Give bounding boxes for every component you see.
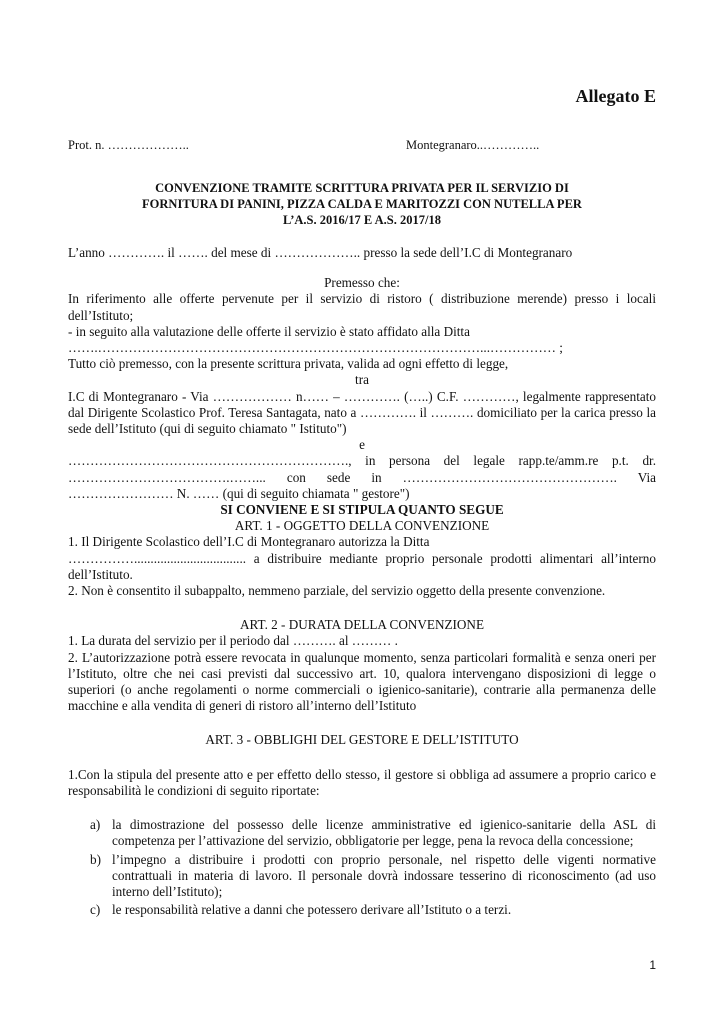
title-line-2: FORNITURA DI PANINI, PIZZA CALDA E MARITOZZI CON NUTELLA PER [142,197,582,211]
art2-heading: ART. 2 - DURATA DELLA CONVENZIONE [239,617,485,633]
list-item [68,902,656,918]
gestore-paragraph: ………………………………………………………., in persona del legale rapp.te/amm.re p.t. dr. ……………………………….……... con sede in …………………………………………. Via …………………… N. …… (qui di seguito chiamata " gestore") [68,453,656,501]
e-label: e [359,437,365,453]
si-conviene-heading: SI CONVIENE E SI STIPULA QUANTO SEGUE [220,502,504,518]
list-marker: a) [90,817,101,833]
art3-heading: ART. 3 - OBBLIGHI DEL GESTORE E DELL’ISTITUTO [205,732,519,748]
list-item-text: l’impegno a distribuire i prodotti con proprio personale, nel rispetto delle vigenti normative contrattuali in materia di lavoro. Il personale dovrà indossare tesserino di riconoscimento (ad uso interno dell’Istituto); [112,851,656,899]
list-item [68,817,656,849]
page-number: 1 [649,958,656,972]
list-item [68,852,656,901]
premessa-paragraph-4: Tutto ciò premesso, con la presente scrittura privata, valida ad ogni effetto di legge, [68,356,509,372]
premessa-paragraph-1: In riferimento alle offerte pervenute per il servizio di ristoro ( distribuzione merende) presso i locali dell’Istituto; [68,291,656,323]
title-line-1: CONVENZIONE TRAMITE SCRITTURA PRIVATA PER IL SERVIZIO DI [155,181,569,195]
premesso-heading: Premesso che: [324,275,400,291]
art1-paragraph-2: …………….................................. a distribuire mediante proprio personale prodotti alimentari all’interno dell’Istituto. [68,550,656,582]
list-item-text: la dimostrazione del possesso delle licenze amministrative ed igienico-sanitarie della ASL di competenza per l’attivazione del servizio, obbligatorie per legge, pena la revoca della concessione; [112,817,656,849]
art2-paragraph-2: 2. L’autorizzazione potrà essere revocata in qualunque momento, senza particolari formalità e senza oneri per l’Istituto, oltre che nei casi previsti dal successivo art. 10, qualora intervengano disposizioni di legge o superiori (o anche regolamenti o norme commerciali o igienico-sanitarie), contrarie alla permanenza delle macchine e alla vendita di generi di ristoro all’interno dell’Istituto [68,649,656,714]
premessa-paragraph-2: - in seguito alla valutazione delle offerte il servizio è stato affidato alla Ditta [68,323,470,339]
document-body [68,245,656,920]
art1-paragraph-3: 2. Non è consentito il subappalto, nemmeno parziale, del servizio oggetto della presente convenzione. [68,583,606,599]
art1-heading: ART. 1 - OGGETTO DELLA CONVENZIONE [234,518,490,534]
document-title [68,180,656,228]
list-marker: b) [90,851,101,867]
allegato-label: Allegato E [575,86,656,106]
protocol-number: Prot. n. ……………….. [68,138,189,152]
place-date: Montegranaro..………….. [406,138,540,152]
anno-line: L’anno …………. il ……. del mese di ……………….. presso la sede dell’I.C di Montegranaro [68,245,573,260]
art2-paragraph-1: 1. La durata del servizio per il periodo dal ………. al ……… . [68,633,398,649]
istituto-paragraph: I.C di Montegranaro - Via ……………… n…… – …………. (…..) C.F. …………, legalmente rappresentato dal Dirigente Scolastico Prof. Teresa Santagata, nato a …………. il ………. domiciliato per la carica presso la sede dell’Istituto (qui di seguito chiamato " Istituto") [68,388,656,437]
art3-paragraph-1: 1.Con la stipula del presente atto e per effetto dello stesso, il gestore si obbliga ad assumere a proprio carico e responsabilità le condizioni di seguito riportate: [68,766,656,798]
tra-label: tra [355,372,369,388]
list-item-text: le responsabilità relative a danni che potessero derivare all’Istituto o a terzi. [112,902,512,918]
art1-paragraph-1: 1. Il Dirigente Scolastico dell’I.C di Montegranaro autorizza la Ditta [68,534,430,550]
title-line-3: L’A.S. 2016/17 E A.S. 2017/18 [283,213,441,227]
list-marker: c) [90,902,101,918]
obligations-list [68,817,656,918]
ditta-blank-line: …….……………………………………………………………………………...…………… ; [68,340,563,356]
